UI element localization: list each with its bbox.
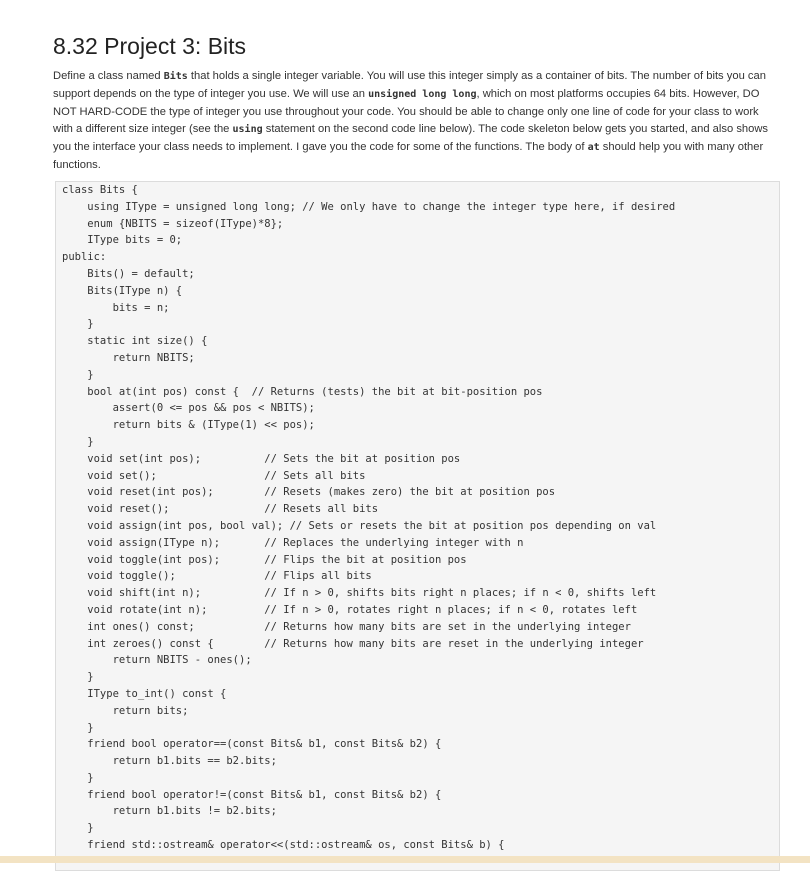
code-line: void toggle(); // Flips all bits xyxy=(62,570,372,583)
code-block[interactable] xyxy=(55,181,780,871)
inline-code-type: unsigned long long xyxy=(368,88,477,100)
code-line: return b1.bits == b2.bits; xyxy=(62,755,277,768)
code-line: friend bool operator!=(const Bits& b1, const Bits& b2) { xyxy=(62,788,442,801)
code-line: } xyxy=(62,318,94,331)
code-line: return NBITS - ones(); xyxy=(62,654,252,667)
bottom-bar xyxy=(0,856,810,863)
inline-code-at: at xyxy=(587,141,600,153)
code-line: IType bits = 0; xyxy=(62,234,183,247)
code-line: void reset(); // Resets all bits xyxy=(62,503,379,516)
code-line: return bits & (IType(1) << pos); xyxy=(62,419,315,432)
code-line: enum {NBITS = sizeof(IType)*8}; xyxy=(62,217,284,230)
code-lines xyxy=(62,182,675,854)
code-line: } xyxy=(62,721,94,734)
code-line: void assign(int pos, bool val); // Sets or resets the bit at position pos depending on val xyxy=(62,519,657,532)
inline-code-using: using xyxy=(232,123,263,135)
code-line: } xyxy=(62,435,94,448)
code-line: void shift(int n); // If n > 0, shifts bits right n places; if n < 0, shifts left xyxy=(62,587,657,600)
code-line: } xyxy=(62,368,94,381)
code-line: Bits() = default; xyxy=(62,267,195,280)
code-line: friend bool operator==(const Bits& b1, const Bits& b2) { xyxy=(62,738,442,751)
inline-code-bits: Bits xyxy=(163,71,188,82)
code-line: void toggle(int pos); // Flips the bit at position pos xyxy=(62,553,467,566)
code-line: void assign(IType n); // Replaces the underlying integer with n xyxy=(62,536,524,549)
intro-text-3: , which on most platforms occupies 64 bits. However, DO NOT HARD-CODE the type of integer you use throughout your code. You should be able to change only one line of code for your class to work with a different size integer (see the xyxy=(53,87,760,135)
intro-text-4: statement on the second code line below). The code skeleton below gets you started, and also shows you the interface your class needs to implement. I gave you the code for some of the functions. The body of xyxy=(53,122,769,153)
code-line: IType to_int() const { xyxy=(62,687,227,700)
code-line: using IType = unsigned long long; // We only have to change the integer type here, if desired xyxy=(62,200,676,213)
code-line: } xyxy=(62,822,94,835)
code-line: int zeroes() const { // Returns how many bits are reset in the underlying integer xyxy=(62,637,644,650)
code-line: bool at(int pos) const { // Returns (tests) the bit at bit-position pos xyxy=(62,385,543,398)
code-line: class Bits { xyxy=(62,184,138,196)
code-line: return NBITS; xyxy=(62,351,195,364)
code-line: bits = n; xyxy=(62,301,170,314)
code-line: public: xyxy=(62,251,107,264)
code-line: Bits(IType n) { xyxy=(62,284,183,297)
code-line: friend std::ostream& operator<<(std::ostream& os, const Bits& b) { xyxy=(62,839,505,852)
code-line: static int size() { xyxy=(62,335,208,348)
code-line: } xyxy=(62,771,94,784)
code-line: void set(int pos); // Sets the bit at position pos xyxy=(62,452,461,465)
intro-text-1: Define a class named xyxy=(53,70,164,82)
intro-text-2: that holds a single integer variable. You will use this integer simply as a container of bits. The number of bits you can support depends on the type of integer you use. We will use an xyxy=(53,70,766,100)
code-line: return bits; xyxy=(62,704,189,717)
code-line: } xyxy=(62,671,94,684)
code-line: return b1.bits != b2.bits; xyxy=(62,805,277,818)
page-title: 8.32 Project 3: Bits xyxy=(53,33,247,60)
code-line: void set(); // Sets all bits xyxy=(62,469,366,482)
code-line: void rotate(int n); // If n > 0, rotates right n places; if n < 0, rotates left xyxy=(62,603,638,616)
code-line: int ones() const; // Returns how many bits are set in the underlying integer xyxy=(62,620,631,633)
intro-paragraph xyxy=(53,68,781,173)
code-line: assert(0 <= pos && pos < NBITS); xyxy=(62,402,315,415)
intro-text-5: should help you with many other functions. xyxy=(53,140,764,171)
code-line: void reset(int pos); // Resets (makes zero) the bit at position pos xyxy=(62,486,556,499)
